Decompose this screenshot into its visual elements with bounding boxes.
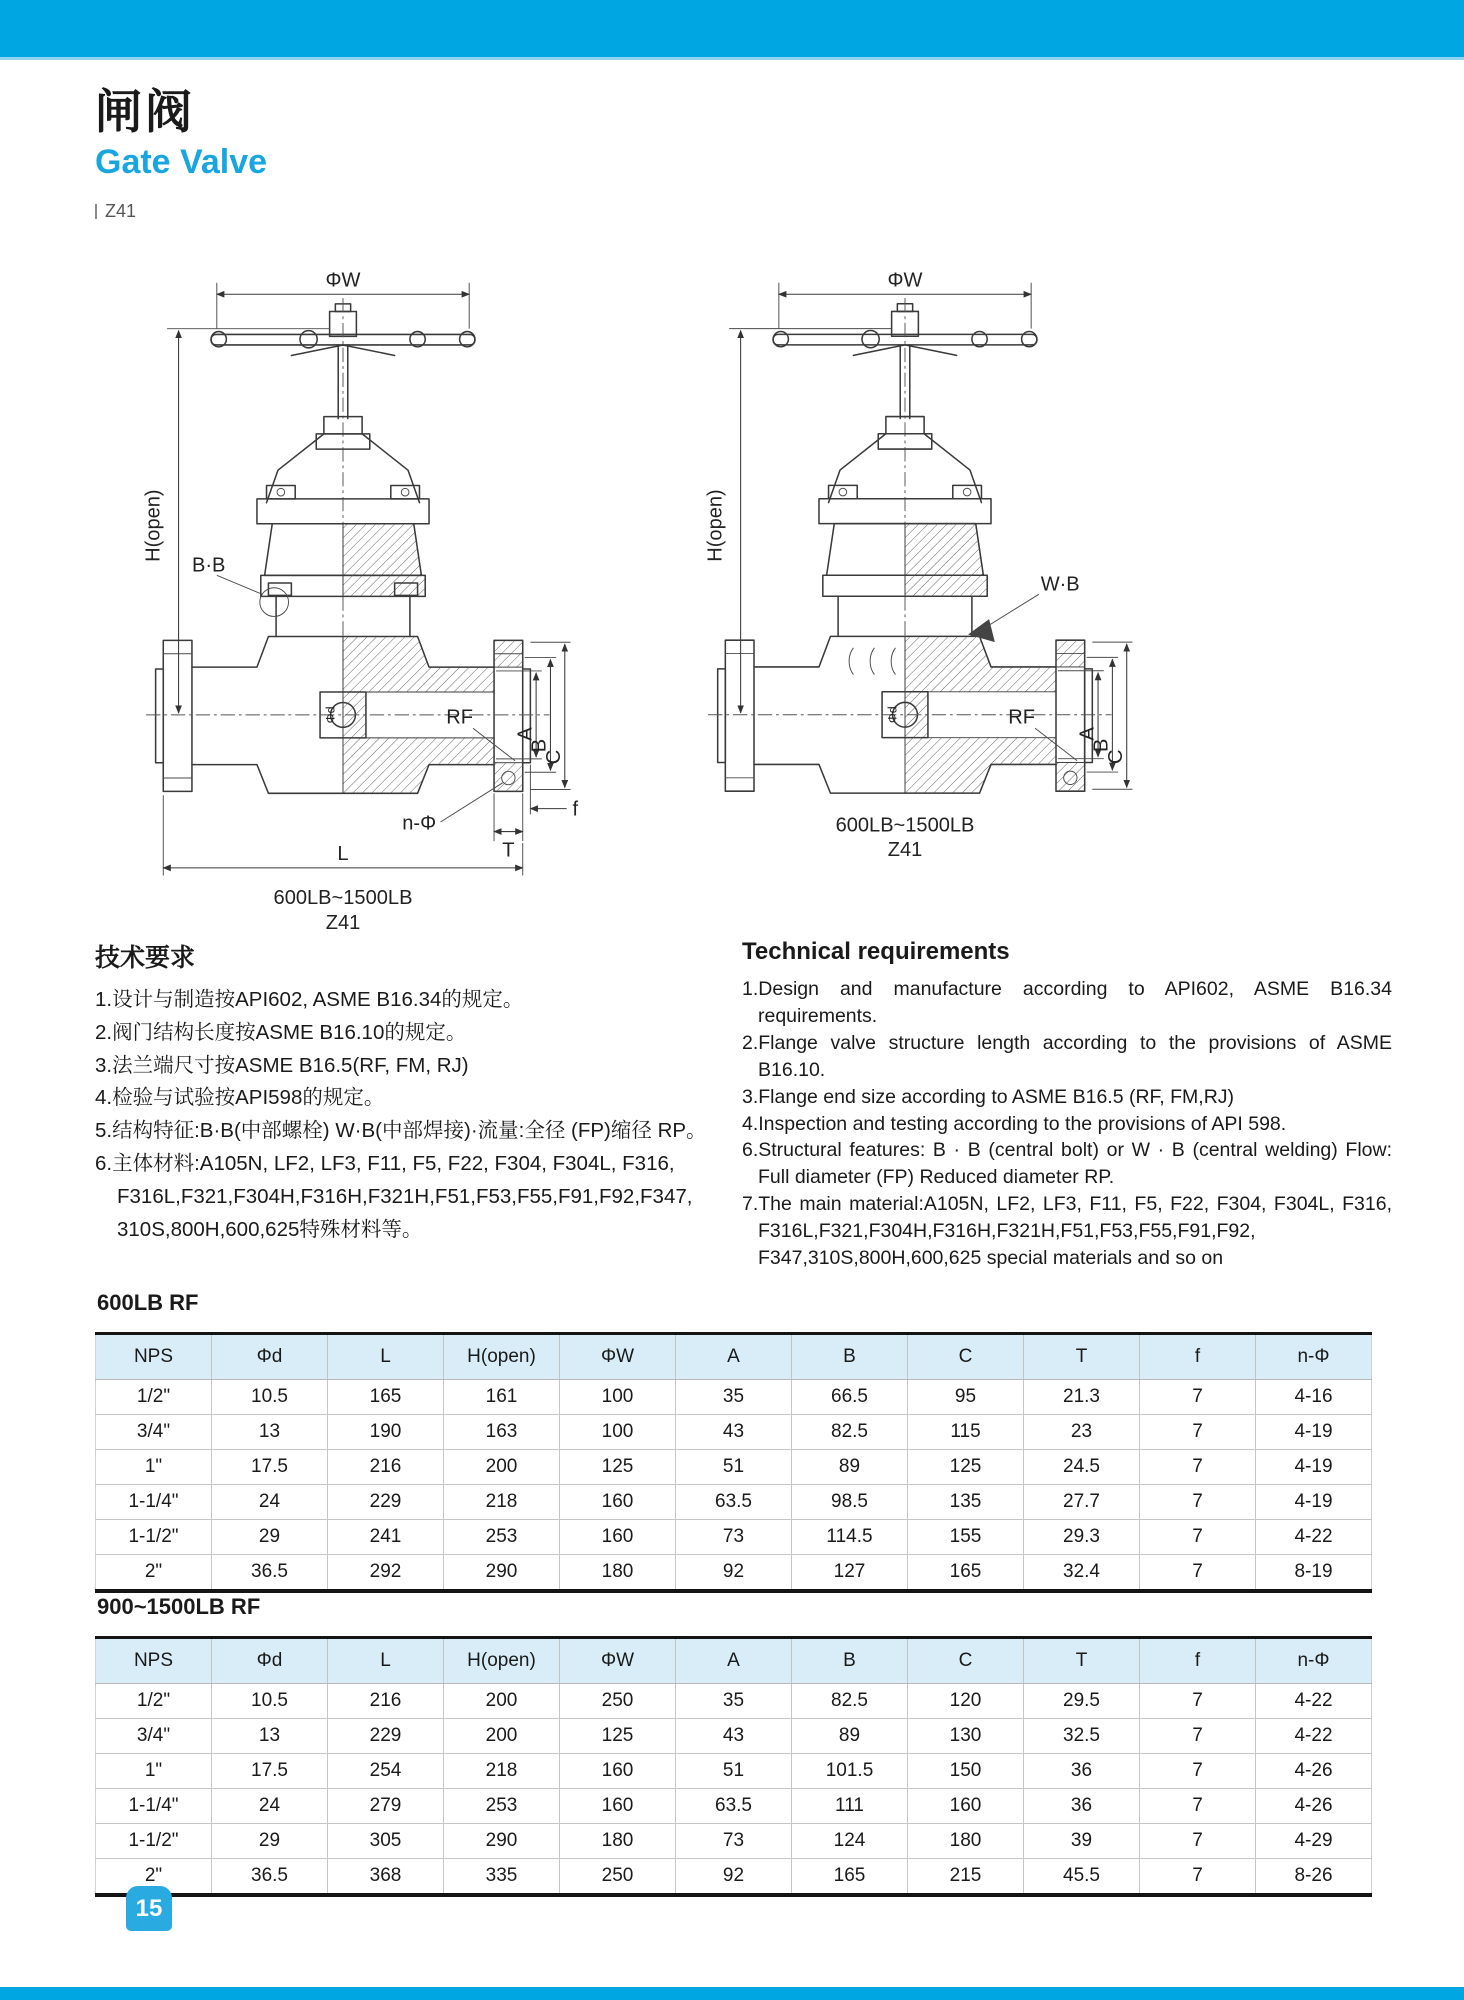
table-cell: 4-29 — [1256, 1824, 1372, 1859]
column-header: n-Φ — [1256, 1334, 1372, 1380]
table-cell: 82.5 — [792, 1415, 908, 1450]
table-cell: 29.3 — [1024, 1520, 1140, 1555]
dim-label-phi-w: ΦW — [325, 269, 361, 292]
dim-label-b: B — [528, 738, 551, 753]
table-cell: 250 — [560, 1684, 676, 1719]
table-cell: 32.5 — [1024, 1719, 1140, 1754]
table-cell: 7 — [1140, 1450, 1256, 1485]
table-cell: 290 — [444, 1824, 560, 1859]
table-cell: 180 — [560, 1824, 676, 1859]
column-header: C — [908, 1334, 1024, 1380]
table-cell: 163 — [444, 1415, 560, 1450]
column-header: A — [676, 1334, 792, 1380]
requirement-item: 7.The main material:A105N, LF2, LF3, F11, F5, F22, F304, F304L, F316, F316L,F321,F304H,F316H,F321H,F51,F53,F55,F91,F92, F347,310S,800H,600,625 special materials and so on — [742, 1193, 1392, 1270]
table-cell: 1-1/2" — [96, 1520, 212, 1555]
table-cell: 216 — [328, 1684, 444, 1719]
table-cell: 17.5 — [212, 1450, 328, 1485]
table-cell: 290 — [444, 1555, 560, 1592]
table-cell: 229 — [328, 1719, 444, 1754]
table-cell: 4-22 — [1256, 1719, 1372, 1754]
table-cell: 253 — [444, 1520, 560, 1555]
drawing-caption-model: Z41 — [887, 839, 923, 860]
dim-label-h-open: H(open) — [142, 489, 165, 562]
table-cell: 1" — [96, 1450, 212, 1485]
tech-requirements-zh — [95, 938, 717, 1246]
column-header: Φd — [212, 1638, 328, 1684]
table-cell: 368 — [328, 1859, 444, 1896]
table-row — [96, 1824, 1372, 1859]
table-cell: 100 — [560, 1380, 676, 1415]
table-cell: 215 — [908, 1859, 1024, 1896]
table-cell: 4-26 — [1256, 1754, 1372, 1789]
table-cell: 7 — [1140, 1415, 1256, 1450]
column-header: f — [1140, 1334, 1256, 1380]
table-cell: 254 — [328, 1754, 444, 1789]
dim-label-a: A — [514, 727, 537, 741]
table-cell: 35 — [676, 1380, 792, 1415]
column-header: H(open) — [444, 1638, 560, 1684]
gate-valve-section-bolted — [104, 256, 582, 931]
dimension-table-900-1500lb — [95, 1636, 1372, 1897]
table-cell: 89 — [792, 1719, 908, 1754]
table-cell: 250 — [560, 1859, 676, 1896]
dim-label-b: B — [1090, 738, 1113, 753]
column-header: ΦW — [560, 1638, 676, 1684]
table-cell: 24 — [212, 1485, 328, 1520]
table-cell: 253 — [444, 1789, 560, 1824]
table-cell: 2" — [96, 1859, 212, 1896]
table-cell: 160 — [560, 1520, 676, 1555]
table-cell: 1/2" — [96, 1380, 212, 1415]
table-cell: 161 — [444, 1380, 560, 1415]
dim-label-c: C — [543, 749, 566, 765]
table-cell: 82.5 — [792, 1684, 908, 1719]
table-cell: 241 — [328, 1520, 444, 1555]
table-cell: 13 — [212, 1415, 328, 1450]
table-row — [96, 1450, 1372, 1485]
tech-requirements-en — [742, 938, 1392, 1272]
table-cell: 7 — [1140, 1380, 1256, 1415]
table-section-600lb — [95, 1290, 1372, 1593]
table-cell: 51 — [676, 1754, 792, 1789]
table-cell: 1-1/2" — [96, 1824, 212, 1859]
table-cell: 89 — [792, 1450, 908, 1485]
model-tick — [95, 204, 97, 219]
table-cell: 45.5 — [1024, 1859, 1140, 1896]
table-cell: 200 — [444, 1719, 560, 1754]
page-title-zh: 闸阀 — [95, 85, 195, 138]
table-cell: 36.5 — [212, 1859, 328, 1896]
table-title: 600LB RF — [97, 1290, 199, 1315]
table-cell: 7 — [1140, 1754, 1256, 1789]
table-cell: 43 — [676, 1415, 792, 1450]
label-bolted-bonnet: B·B — [191, 554, 226, 577]
tech-requirements-en-list — [742, 976, 1392, 1272]
table-cell: 63.5 — [676, 1485, 792, 1520]
top-accent-bar — [0, 0, 1464, 60]
table-cell: 218 — [444, 1754, 560, 1789]
table-cell: 73 — [676, 1520, 792, 1555]
table-cell: 29 — [212, 1520, 328, 1555]
table-cell: 36.5 — [212, 1555, 328, 1592]
table-cell: 101.5 — [792, 1754, 908, 1789]
dim-label-a: A — [1076, 727, 1099, 741]
table-cell: 125 — [560, 1719, 676, 1754]
column-header: Φd — [212, 1334, 328, 1380]
column-header: B — [792, 1334, 908, 1380]
dim-label-t: T — [502, 839, 515, 862]
table-cell: 3/4" — [96, 1415, 212, 1450]
drawing-caption-class: 600LB~1500LB — [835, 814, 975, 837]
table-cell: 190 — [328, 1415, 444, 1450]
table-cell: 218 — [444, 1485, 560, 1520]
table-cell: 7 — [1140, 1520, 1256, 1555]
dim-label-l: L — [337, 843, 349, 866]
table-cell: 95 — [908, 1380, 1024, 1415]
table-title: 900~1500LB RF — [97, 1594, 261, 1619]
requirement-item: 4.Inspection and testing according to the provisions of API 598. — [742, 1112, 1287, 1135]
table-cell: 150 — [908, 1754, 1024, 1789]
table-cell: 124 — [792, 1824, 908, 1859]
table-cell: 120 — [908, 1684, 1024, 1719]
table-cell: 165 — [908, 1555, 1024, 1592]
requirement-item: 3.法兰端尺寸按ASME B16.5(RF, FM, RJ) — [95, 1053, 469, 1077]
table-cell: 115 — [908, 1415, 1024, 1450]
table-cell: 200 — [444, 1684, 560, 1719]
table-cell: 1-1/4" — [96, 1789, 212, 1824]
column-header: B — [792, 1638, 908, 1684]
column-header: NPS — [96, 1334, 212, 1380]
table-row — [96, 1859, 1372, 1896]
page-header — [95, 85, 268, 222]
column-header: NPS — [96, 1638, 212, 1684]
table-header-row — [96, 1334, 1372, 1380]
table-section-900-1500lb — [95, 1594, 1372, 1897]
column-header: T — [1024, 1334, 1140, 1380]
bottom-accent-bar — [0, 1987, 1464, 2000]
table-row — [96, 1684, 1372, 1719]
requirement-item: 6.Structural features: B · B (central bolt) or W · B (central welding) Flow: Full diameter (FP) Reduced diameter RP. — [742, 1139, 1392, 1189]
table-cell: 4-19 — [1256, 1485, 1372, 1520]
table-cell: 10.5 — [212, 1684, 328, 1719]
table-row — [96, 1555, 1372, 1592]
table-cell: 13 — [212, 1719, 328, 1754]
table-row — [96, 1415, 1372, 1450]
dim-label-n-phi: n-Φ — [402, 812, 437, 835]
table-cell: 1-1/4" — [96, 1485, 212, 1520]
table-row — [96, 1754, 1372, 1789]
table-cell: 160 — [560, 1485, 676, 1520]
table-cell: 35 — [676, 1684, 792, 1719]
table-cell: 98.5 — [792, 1485, 908, 1520]
dim-label-h-open: H(open) — [704, 489, 727, 562]
label-rf: RF — [1008, 706, 1035, 729]
column-header: f — [1140, 1638, 1256, 1684]
table-cell: 160 — [908, 1789, 1024, 1824]
column-header: C — [908, 1638, 1024, 1684]
column-header: H(open) — [444, 1334, 560, 1380]
page-title-en: Gate Valve — [95, 143, 268, 181]
table-cell: 335 — [444, 1859, 560, 1896]
table-header-row — [96, 1638, 1372, 1684]
table-cell: 92 — [676, 1555, 792, 1592]
column-header: ΦW — [560, 1334, 676, 1380]
table-row — [96, 1520, 1372, 1555]
tech-requirements-zh-list — [95, 984, 717, 1246]
table-cell: 7 — [1140, 1859, 1256, 1896]
table-cell: 130 — [908, 1719, 1024, 1754]
table-cell: 160 — [560, 1789, 676, 1824]
table-row — [96, 1380, 1372, 1415]
table-cell: 135 — [908, 1485, 1024, 1520]
tech-requirements-zh-heading: 技术要求 — [95, 944, 196, 972]
table-cell: 125 — [908, 1450, 1024, 1485]
dim-label-f: f — [572, 798, 579, 821]
drawing-caption-model: Z41 — [325, 912, 361, 931]
table-cell: 200 — [444, 1450, 560, 1485]
label-phi-d: Φd — [323, 706, 338, 724]
table-cell: 229 — [328, 1485, 444, 1520]
table-cell: 1" — [96, 1754, 212, 1789]
table-cell: 7 — [1140, 1789, 1256, 1824]
table-cell: 10.5 — [212, 1380, 328, 1415]
column-header: T — [1024, 1638, 1140, 1684]
table-cell: 165 — [328, 1380, 444, 1415]
requirement-item: 6.主体材料:A105N, LF2, LF3, F11, F5, F22, F304, F304L, F316, F316L,F321,F304H,F316H,F321H,F51,F53,F55,F91,F92,F347, 310S,800H,600,625特殊材料等。 — [95, 1151, 693, 1241]
table-cell: 4-22 — [1256, 1520, 1372, 1555]
table-cell: 216 — [328, 1450, 444, 1485]
table-cell: 32.4 — [1024, 1555, 1140, 1592]
requirement-item: 3.Flange end size according to ASME B16.5 (RF, FM,RJ) — [742, 1085, 1235, 1108]
table-cell: 8-19 — [1256, 1555, 1372, 1592]
column-header: n-Φ — [1256, 1638, 1372, 1684]
table-cell: 92 — [676, 1859, 792, 1896]
table-cell: 7 — [1140, 1555, 1256, 1592]
table-cell: 29.5 — [1024, 1684, 1140, 1719]
table-cell: 180 — [908, 1824, 1024, 1859]
gate-valve-section-welded — [666, 256, 1144, 860]
table-cell: 127 — [792, 1555, 908, 1592]
drawing-gate-valve-bolted — [104, 256, 582, 936]
table-row — [96, 1719, 1372, 1754]
table-cell: 1/2" — [96, 1684, 212, 1719]
table-cell: 4-16 — [1256, 1380, 1372, 1415]
table-cell: 23 — [1024, 1415, 1140, 1450]
table-cell: 63.5 — [676, 1789, 792, 1824]
table-row — [96, 1485, 1372, 1520]
table-cell: 24.5 — [1024, 1450, 1140, 1485]
table-cell: 17.5 — [212, 1754, 328, 1789]
table-cell: 29 — [212, 1824, 328, 1859]
requirement-item: 5.结构特征:B·B(中部螺栓) W·B(中部焊接)·流量:全径 (FP)缩径 RP。 — [95, 1119, 707, 1143]
model-label — [95, 201, 267, 222]
table-cell: 160 — [560, 1754, 676, 1789]
drawing-caption-class: 600LB~1500LB — [273, 887, 413, 910]
table-cell: 114.5 — [792, 1520, 908, 1555]
table-cell: 279 — [328, 1789, 444, 1824]
table-cell: 292 — [328, 1555, 444, 1592]
requirement-item: 2.Flange valve structure length according to the provisions of ASME B16.10. — [742, 1031, 1392, 1081]
dim-label-phi-w: ΦW — [887, 269, 923, 292]
table-cell: 7 — [1140, 1719, 1256, 1754]
table-cell: 66.5 — [792, 1380, 908, 1415]
table-cell: 43 — [676, 1719, 792, 1754]
table-cell: 27.7 — [1024, 1485, 1140, 1520]
table-cell: 4-19 — [1256, 1415, 1372, 1450]
table-cell: 36 — [1024, 1789, 1140, 1824]
table-cell: 24 — [212, 1789, 328, 1824]
tech-requirements-en-heading: Technical requirements — [742, 938, 1010, 965]
table-cell: 155 — [908, 1520, 1024, 1555]
page-number-badge: 15 — [126, 1886, 172, 1931]
table-cell: 4-22 — [1256, 1684, 1372, 1719]
table-cell: 36 — [1024, 1754, 1140, 1789]
requirement-item: 4.检验与试验按API598的规定。 — [95, 1086, 385, 1110]
table-cell: 305 — [328, 1824, 444, 1859]
table-cell: 39 — [1024, 1824, 1140, 1859]
table-cell: 111 — [792, 1789, 908, 1824]
model-text: Z41 — [105, 201, 137, 221]
requirement-item: 2.阀门结构长度按ASME B16.10的规定。 — [95, 1020, 467, 1044]
table-row — [96, 1789, 1372, 1824]
table-cell: 4-26 — [1256, 1789, 1372, 1824]
requirement-item: 1.设计与制造按API602, ASME B16.34的规定。 — [95, 988, 524, 1011]
table-cell: 2" — [96, 1555, 212, 1592]
table-cell: 165 — [792, 1859, 908, 1896]
column-header: A — [676, 1638, 792, 1684]
label-welded-bonnet: W·B — [1040, 573, 1080, 596]
table-cell: 7 — [1140, 1684, 1256, 1719]
table-cell: 21.3 — [1024, 1380, 1140, 1415]
column-header: L — [328, 1638, 444, 1684]
table-cell: 51 — [676, 1450, 792, 1485]
table-cell: 8-26 — [1256, 1859, 1372, 1896]
label-rf: RF — [446, 706, 474, 729]
table-cell: 4-19 — [1256, 1450, 1372, 1485]
table-cell: 73 — [676, 1824, 792, 1859]
table-cell: 180 — [560, 1555, 676, 1592]
dim-label-c: C — [1104, 749, 1127, 765]
table-cell: 3/4" — [96, 1719, 212, 1754]
table-cell: 7 — [1140, 1824, 1256, 1859]
table-cell: 7 — [1140, 1485, 1256, 1520]
column-header: L — [328, 1334, 444, 1380]
requirement-item: 1.Design and manufacture according to API602, ASME B16.34 requirements. — [742, 978, 1392, 1027]
drawing-gate-valve-welded — [666, 256, 1144, 865]
dimension-table-600lb — [95, 1332, 1372, 1593]
table-cell: 100 — [560, 1415, 676, 1450]
table-cell: 125 — [560, 1450, 676, 1485]
label-phi-d: Φd — [885, 706, 900, 724]
